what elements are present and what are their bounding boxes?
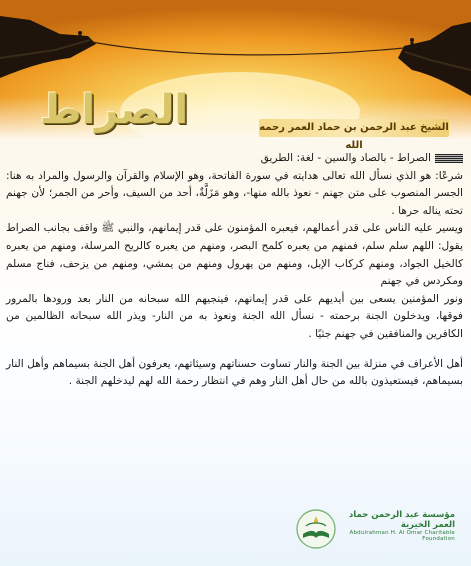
paragraph-believers-light: ونور المؤمنين يسعى بين أيديهم على قدر إيمانهم، فينجيهم الله سبحانه من النار بعد ورودها بالمرور فوقها، ويدخلون الجنة برحمته - نسأل الله الجنة ونعوذ به من النار- ويذر الله سبحانه الظالمين من الكافرين والمنافقين في جهنم جثيًا . <box>6 292 463 340</box>
paragraph-definition <box>6 150 463 220</box>
foundation-name-arabic: مؤسسة عبد الرحمن حماد العمر الخيرية <box>348 510 455 530</box>
page-title: الصراط <box>39 87 189 133</box>
foundation-name-english: Abdulrahman H. Al Omar Charitable Foundation <box>349 530 455 542</box>
paragraph-crossing: ويسير عليه الناس على قدر أعمالهم، فيعبره المؤمنون على قدر إيمانهم، والنبي ﷺ واقف بجانب الصراط يقول: اللهم سلم سلم، فمنهم من يعبره كلمح البصر، ومنهم من يعبره كالريح المرسلة، ومنهم من يعبره كالخيل الجواد، ومنهم كركاب الإبل، ومنهم من يهرول ومنهم من يمشي، ومنهم من يزحف، فناج مسلم ومكردس في جهنم <box>6 222 463 288</box>
bullet-marker <box>435 154 463 163</box>
author-badge: الشيخ عبد الرحمن بن حماد العمر رحمه الله <box>259 119 449 137</box>
article-body <box>6 150 463 391</box>
book-emblem-icon <box>295 508 337 550</box>
paragraph-people-of-araf: أهل الأعراف في منزلة بين الجنة والنار تساوت حسناتهم وسيئاتهم، يعرفون أهل الجنة بسيماهم وأهل النار بسيماهم، فيستعيذون بالله من حال أهل النار وهم في انتظار رحمة الله لهم ليدخلهم الجنة . <box>6 357 463 388</box>
definition-lead: الصراط - بالصاد والسين - لغة: الطريق <box>260 152 431 164</box>
foundation-logo <box>275 506 455 552</box>
definition-text: شرعًا: هو الذي نسأل الله تعالى هدايته في سورة الفاتحة، وهو الإسلام والقرآن والرسول والمراد به هنا: الجسر المنصوب على متن جهنم - نعوذ بالله منها-، وهو مَزَلَّةٌ، أحد من السيف، وأحر من الجمر؛ لأن جهنم تحته يناله حرها . <box>6 169 463 217</box>
